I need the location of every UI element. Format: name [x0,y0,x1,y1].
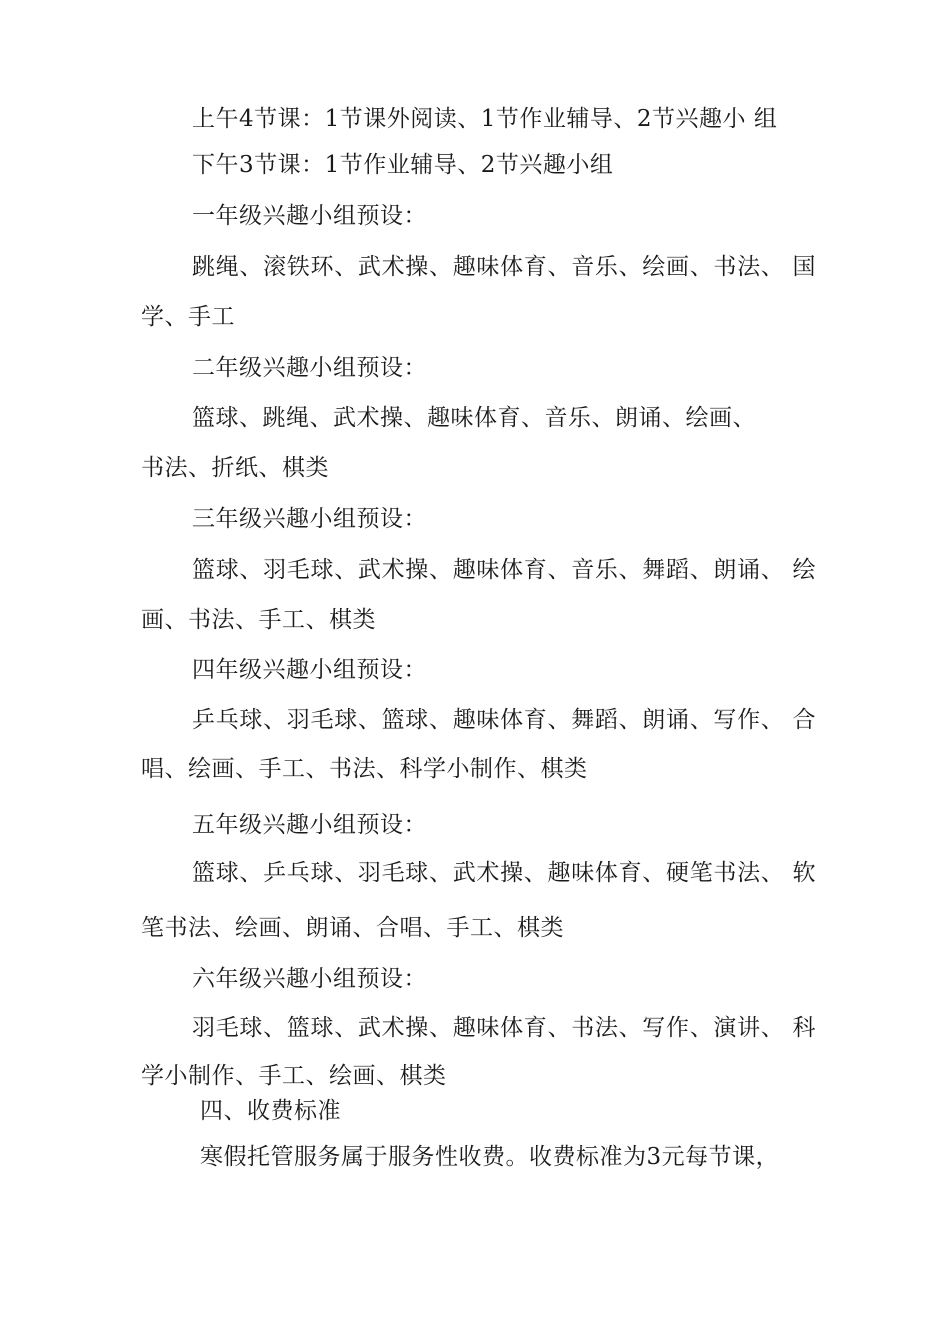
fees-heading: 四、收费标准 [200,1098,341,1124]
grade-1-line1: 跳绳、滚铁环、武术操、趣味体育、音乐、绘画、书法、 国 [192,254,816,280]
grade-1-line2: 学、手工 [141,304,235,330]
grade-2-line2: 书法、折纸、棋类 [141,455,329,481]
grade-3-line1: 篮球、羽毛球、武术操、趣味体育、音乐、舞蹈、朗诵、 绘 [192,557,816,583]
grade-5-heading: 五年级兴趣小组预设： [192,812,427,838]
grade-3-heading: 三年级兴趣小组预设： [192,506,427,532]
grade-3-line2: 画、书法、手工、棋类 [141,607,376,633]
fees-text: 寒假托管服务属于服务性收费。收费标准为3元每节课， [200,1144,780,1170]
grade-4-line2: 唱、绘画、手工、书法、科学小制作、棋类 [141,756,588,782]
grade-5-line1: 篮球、乒乓球、羽毛球、武术操、趣味体育、硬笔书法、 软 [192,860,816,886]
grade-4-heading: 四年级兴趣小组预设： [192,657,427,683]
schedule-afternoon: 下午3节课：1节作业辅导、2节兴趣小组 [192,152,614,178]
grade-2-heading: 二年级兴趣小组预设： [192,355,427,381]
grade-1-heading: 一年级兴趣小组预设： [192,203,427,229]
grade-5-line2: 笔书法、绘画、朗诵、合唱、手工、棋类 [141,915,564,941]
grade-6-line1: 羽毛球、篮球、武术操、趣味体育、书法、写作、演讲、 科 [192,1015,816,1041]
grade-6-line2: 学小制作、手工、绘画、棋类 [141,1063,447,1089]
grade-4-line1: 乒乓球、羽毛球、篮球、趣味体育、舞蹈、朗诵、写作、 合 [192,707,816,733]
grade-6-heading: 六年级兴趣小组预设： [192,966,427,992]
schedule-morning: 上午4节课：1节课外阅读、1节作业辅导、2节兴趣小 组 [192,106,778,132]
grade-2-line1: 篮球、跳绳、武术操、趣味体育、音乐、朗诵、绘画、 [192,405,756,431]
